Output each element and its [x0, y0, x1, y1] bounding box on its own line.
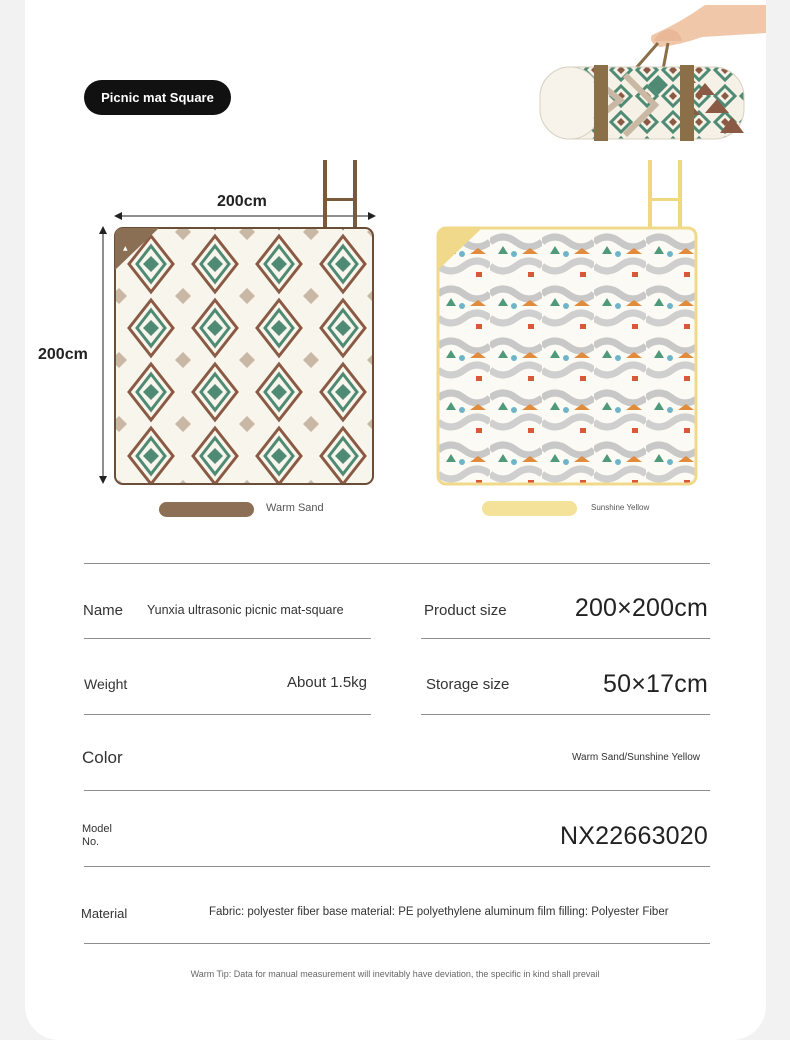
spec-rule-product-size [421, 638, 710, 639]
model-label [82, 823, 112, 849]
model-label-line2: No. [82, 836, 100, 848]
name-value: Yunxia ultrasonic picnic mat-square [147, 603, 344, 617]
material-label: Material [81, 906, 128, 921]
warm-sand-label: Warm Sand [266, 502, 324, 514]
color-label: Color [82, 748, 123, 767]
height-dimension-label: 200cm [38, 346, 88, 363]
spec-rule-color [84, 790, 710, 791]
product-size-label: Product size [424, 602, 507, 619]
height-arrow [97, 226, 109, 484]
svg-text:▲: ▲ [123, 245, 128, 252]
spec-rule-name [84, 638, 371, 639]
weight-label: Weight [84, 676, 128, 692]
color-value: Warm Sand/Sunshine Yellow [571, 752, 700, 763]
warm-tip-text: Warm Tip: Data for manual measurement will inevitably have deviation, the specific in kind shall prevail [190, 969, 600, 979]
storage-size-value: 50×17cm [603, 670, 708, 698]
sunshine-yellow-swatch [482, 501, 577, 516]
sunshine-yellow-label: Sunshine Yellow [591, 503, 650, 512]
spec-rule-material [84, 943, 710, 944]
product-size-value: 200×200cm [574, 594, 708, 622]
model-label-line1: Model [82, 823, 112, 835]
material-value: Fabric: polyester fiber base material: PE polyethylene aluminum film filling: Polyester Fiber [209, 906, 669, 918]
warm-sand-swatch [159, 502, 254, 517]
model-value: NX22663020 [560, 822, 708, 850]
product-title-pill: Picnic mat Square [84, 80, 231, 115]
warm-sand-mat-pattern [113, 160, 375, 486]
sunshine-yellow-mat-pattern [436, 160, 698, 486]
product-spec-card [25, 0, 766, 1040]
spec-rule-weight [84, 714, 371, 715]
name-label: Name [83, 602, 124, 619]
rolled-mat-photo [530, 5, 770, 145]
spec-rule-storage-size [421, 714, 710, 715]
weight-value: About 1.5kg [286, 674, 367, 691]
storage-size-label: Storage size [426, 676, 510, 693]
spec-rule-model [84, 866, 710, 867]
width-dimension-label: 200cm [217, 193, 267, 210]
spec-top-rule [84, 563, 710, 564]
